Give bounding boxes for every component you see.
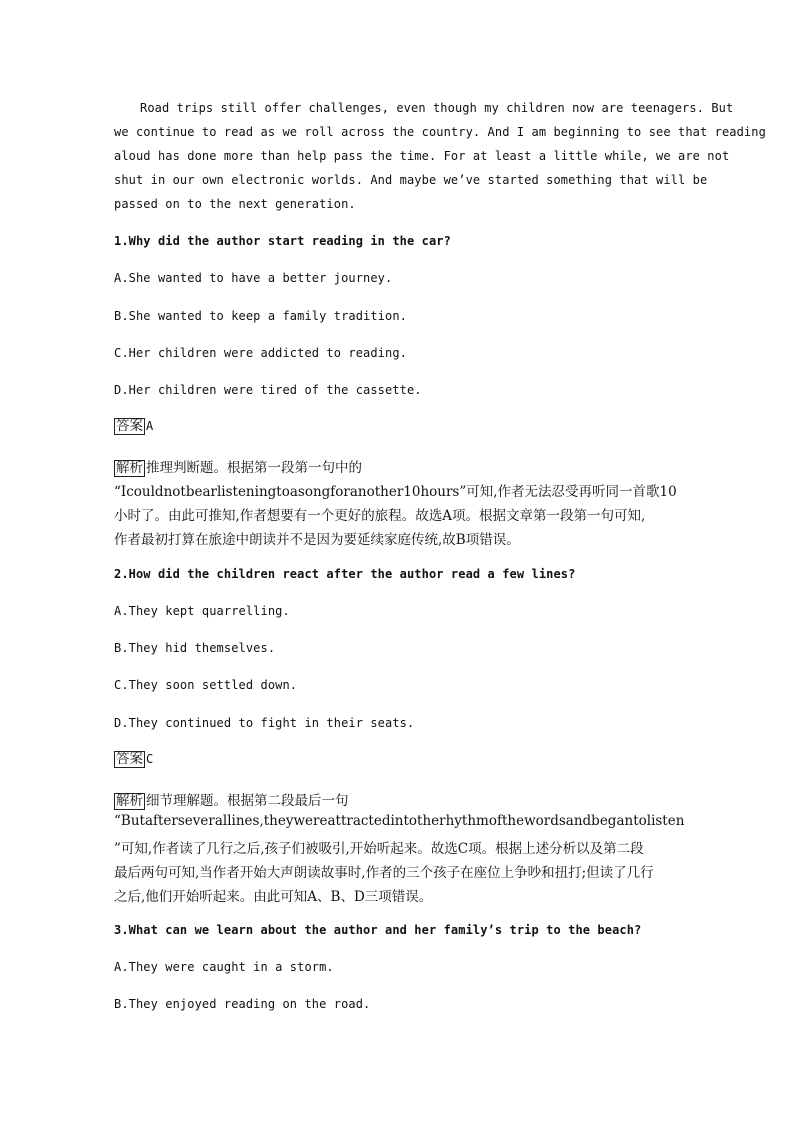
option-d: D.Her children were tired of the cassette. (114, 383, 422, 397)
option-c: C.They soon settled down. (114, 678, 298, 692)
passage-line: passed on to the next generation. (114, 197, 356, 211)
analysis-text: ”可知,作者读了几行之后,孩子们被吸引,开始听起来。故选C项。根据上述分析以及第二段 (114, 841, 644, 857)
answer-label: 答案 (116, 418, 143, 434)
analysis-row (114, 789, 349, 810)
option-b: B.They enjoyed reading on the road. (114, 997, 371, 1011)
option-a: A.She wanted to have a better journey. (114, 271, 393, 285)
passage-line: we continue to read as we roll across the country. And I am beginning to see that reading (114, 125, 766, 139)
analysis-text: 之后,他们开始听起来。由此可知A、B、D三项错误。 (114, 889, 433, 905)
answer-value: C (146, 752, 154, 766)
analysis-text: “Icouldnotbearlisteningtoasongforanother10hours”可知,作者无法忍受再听同一首歌10 (114, 484, 677, 500)
passage-line: shut in our own electronic worlds. And maybe we’ve started something that will be (114, 173, 708, 187)
option-d: D.They continued to fight in their seats. (114, 716, 415, 730)
analysis-text: 小时了。由此可推知,作者想要有一个更好的旅程。故选A项。根据文章第一段第一句可知, (114, 508, 646, 524)
option-c: C.Her children were addicted to reading. (114, 346, 407, 360)
answer-label: 答案 (116, 751, 143, 767)
option-b: B.She wanted to keep a family tradition. (114, 309, 407, 323)
option-b: B.They hid themselves. (114, 641, 276, 655)
option-a: A.They were caught in a storm. (114, 960, 334, 974)
analysis-row (114, 456, 362, 477)
analysis-text: 作者最初打算在旅途中朗读并不是因为要延续家庭传统,故B项错误。 (114, 532, 520, 548)
option-a: A.They kept quarrelling. (114, 604, 290, 618)
passage-line: aloud has done more than help pass the time. For at least a little while, we are not (114, 149, 730, 163)
answer-row (114, 418, 153, 435)
question-stem: 2.How did the children react after the author read a few lines? (114, 567, 576, 581)
analysis-text: “Butafterseverallines,theywereattractedintotherhythmofthewordsandbegantolisten (114, 813, 685, 829)
question-stem: 1.Why did the author start reading in the car? (114, 234, 451, 248)
analysis-label: 解析 (116, 793, 143, 809)
analysis-text: 细节理解题。根据第二段最后一句 (146, 793, 349, 809)
answer-value: A (146, 419, 154, 433)
answer-row (114, 751, 153, 768)
analysis-text: 最后两句可知,当作者开始大声朗读故事时,作者的三个孩子在座位上争吵和扭打;但读了几行 (114, 865, 654, 881)
passage-line: Road trips still offer challenges, even though my children now are teenagers. But (140, 101, 734, 115)
question-stem: 3.What can we learn about the author and her family’s trip to the beach? (114, 923, 642, 937)
analysis-text: 推理判断题。根据第一段第一句中的 (146, 460, 362, 476)
analysis-label: 解析 (116, 460, 143, 476)
